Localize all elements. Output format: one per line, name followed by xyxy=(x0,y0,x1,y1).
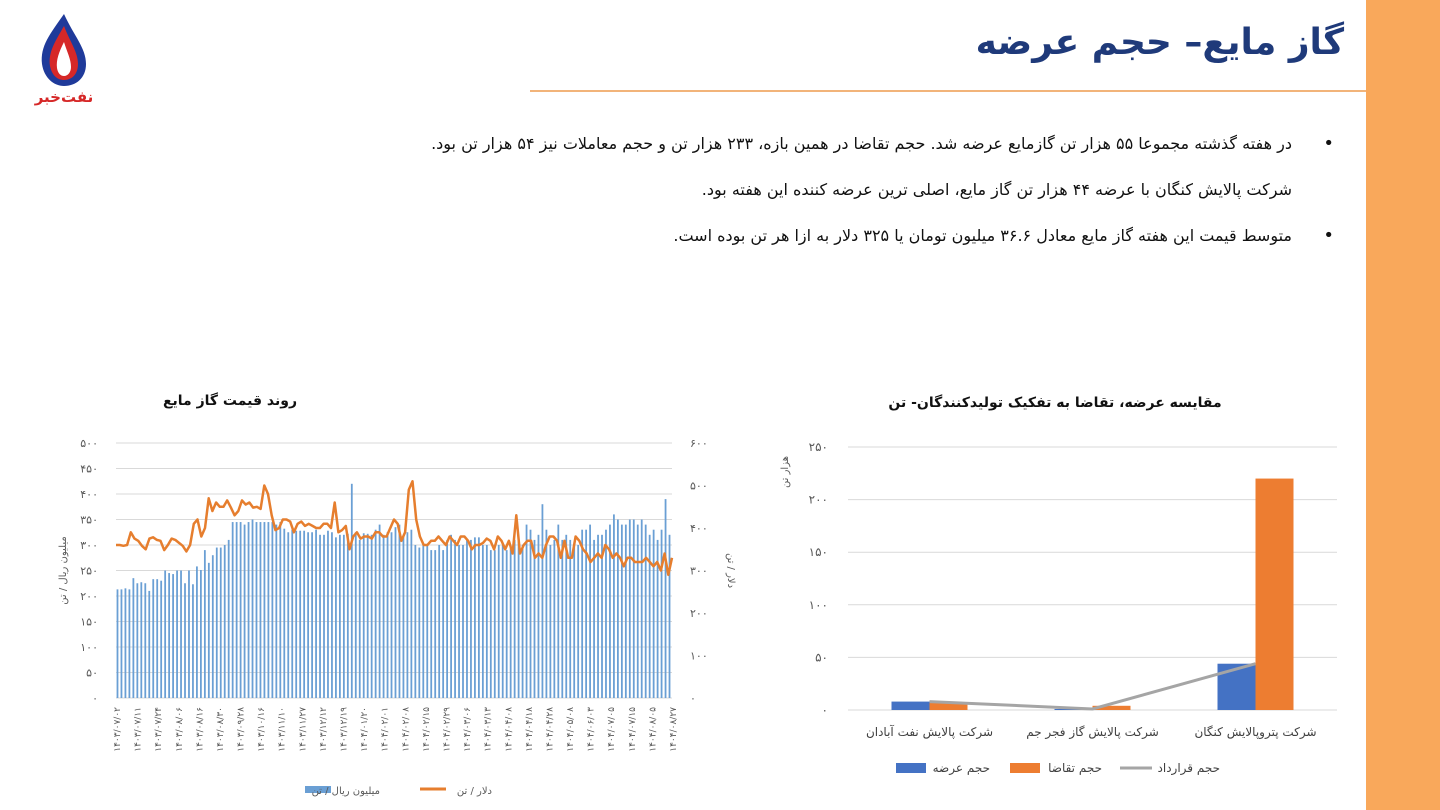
price-bar xyxy=(220,548,222,698)
y-tick-label: ۴۰۰ xyxy=(80,488,98,501)
price-bar xyxy=(275,525,277,698)
price-bar xyxy=(335,537,337,698)
price-bar xyxy=(565,535,567,698)
price-bar xyxy=(526,525,528,698)
supply-bar xyxy=(1218,664,1256,710)
price-bar xyxy=(546,530,548,698)
price-bar xyxy=(510,545,512,698)
y-tick-label: ۱۵۰ xyxy=(80,615,98,629)
price-bar xyxy=(625,525,627,698)
price-bar xyxy=(371,535,373,698)
price-bar xyxy=(148,591,150,698)
price-bar xyxy=(498,545,500,698)
price-bar xyxy=(260,522,262,698)
price-bar xyxy=(403,535,405,698)
price-bar xyxy=(601,535,603,698)
price-bar xyxy=(669,535,671,698)
y2-tick-label: ۵۰۰ xyxy=(690,479,708,493)
x-tick-label: ۱۴۰۴/۰۲/۱۵ xyxy=(421,707,432,752)
price-bar xyxy=(450,535,452,698)
summary-bullets xyxy=(232,128,1334,266)
price-bar xyxy=(184,583,186,698)
y-tick-label: ۲۰۰ xyxy=(80,590,98,603)
price-bar xyxy=(299,531,301,698)
price-bar xyxy=(518,540,520,698)
price-bar xyxy=(224,545,226,698)
price-bar xyxy=(613,514,615,698)
y2-tick-label: ۰ xyxy=(690,692,696,705)
price-bar xyxy=(633,520,635,699)
price-bar xyxy=(252,520,254,699)
price-bar xyxy=(387,532,389,698)
price-bar xyxy=(391,532,393,698)
price-bar xyxy=(176,571,178,699)
legend-label-demand: حجم تقاضا xyxy=(1048,761,1102,775)
x-tick-label: ۱۴۰۳/۰۷/۲۴ xyxy=(154,707,165,752)
price-bar xyxy=(466,540,468,698)
price-bar xyxy=(442,550,444,698)
price-bar xyxy=(347,534,349,698)
contract-line xyxy=(930,664,1256,709)
price-bar xyxy=(395,527,397,698)
price-bar xyxy=(279,522,281,698)
y-tick-label: ۴۵۰ xyxy=(80,462,98,476)
bullet-item xyxy=(232,220,1334,266)
price-bar xyxy=(363,533,365,698)
price-bar xyxy=(502,545,504,698)
y-tick-label: ۰ xyxy=(821,703,828,717)
price-bar xyxy=(311,532,313,698)
y-tick-label: ۳۵۰ xyxy=(80,513,98,527)
x-tick-label: ۱۴۰۳/۱۲/۱۲ xyxy=(318,707,329,752)
x-tick-label: ۱۴۰۴/۰۷/۰۵ xyxy=(607,707,618,752)
x-tick-label: ۱۴۰۴/۰۴/۱۸ xyxy=(524,707,535,752)
price-bar xyxy=(117,589,119,698)
price-bar xyxy=(244,525,246,698)
price-bar xyxy=(343,535,345,698)
price-bar xyxy=(534,540,536,698)
price-bar xyxy=(303,531,305,698)
x-tick-label: ۱۴۰۳/۱۱/۲۷ xyxy=(298,707,309,752)
price-bar xyxy=(438,545,440,698)
price-bar xyxy=(434,550,436,698)
price-bar xyxy=(291,530,293,698)
x-tick-label: ۱۴۰۴/۰۶/۰۳ xyxy=(586,707,597,752)
price-bar xyxy=(581,530,583,698)
price-bar xyxy=(327,531,329,698)
x-tick-label: ۱۴۰۴/۰۱/۲۰ xyxy=(360,707,371,752)
price-bar xyxy=(256,522,258,698)
price-bar xyxy=(200,570,202,698)
price-bar xyxy=(196,566,198,698)
x-tick-label: ۱۴۰۴/۰۲/۰۱ xyxy=(380,707,391,752)
x-tick-label: ۱۴۰۳/۰۸/۳۰ xyxy=(216,707,226,752)
y-tick-label: ۵۰ xyxy=(815,650,828,665)
legend-label-usd: دلار / تن xyxy=(456,786,492,797)
x-tick-label: ۱۴۰۴/۰۳/۱۳ xyxy=(483,707,494,752)
price-bar xyxy=(665,499,667,698)
price-bar xyxy=(446,540,448,698)
price-bar xyxy=(359,540,361,698)
supply-demand-chart xyxy=(760,410,1360,810)
price-bar xyxy=(637,525,639,698)
price-bar xyxy=(188,571,190,699)
price-bar xyxy=(478,537,480,698)
price-bar xyxy=(549,545,551,698)
price-bar xyxy=(323,535,325,698)
price-bar xyxy=(152,579,154,698)
price-bar xyxy=(271,522,273,698)
price-bar xyxy=(399,525,401,698)
price-bar xyxy=(125,588,127,698)
y-tick-label: ۱۵۰ xyxy=(808,545,828,560)
y-tick-label: ۲۵۰ xyxy=(808,440,828,454)
y-tick-label: ۱۰۰ xyxy=(808,597,828,612)
y2-tick-label: ۶۰۰ xyxy=(690,437,708,450)
flame-logo-icon xyxy=(28,12,100,88)
price-bar xyxy=(577,545,579,698)
price-bar xyxy=(418,548,420,698)
x-tick-label: ۱۴۰۳/۰۷/۱۱ xyxy=(133,707,144,752)
price-bar xyxy=(414,545,416,698)
x-tick-label: ۱۴۰۳/۱۰/۱۶ xyxy=(257,707,268,752)
price-bar xyxy=(192,584,194,698)
y2-tick-label: ۴۰۰ xyxy=(690,522,708,535)
price-bar xyxy=(379,525,381,698)
x-tick-label: ۱۴۰۳/۰۸/۰۶ xyxy=(174,707,185,752)
price-bar xyxy=(375,530,377,698)
price-bar xyxy=(212,555,214,698)
title-divider xyxy=(530,90,1366,92)
price-bar xyxy=(430,550,432,698)
bullet-text: در هفته گذشته مجموعا ۵۵ هزار تن گازمایع عرضه شد. حجم تقاضا در همین بازه، ۲۳۳ هزار تن و حجم معاملات نیز ۵۴ هزار تن بود. xyxy=(431,134,1292,153)
price-bar xyxy=(383,535,385,698)
price-bar xyxy=(331,532,333,698)
x-tick-label: ۱۴۰۳/۰۸/۱۶ xyxy=(195,707,206,752)
price-bar xyxy=(339,535,341,698)
bullet-dot: • xyxy=(1323,225,1334,246)
price-bar xyxy=(506,550,508,698)
y2-tick-label: ۲۰۰ xyxy=(690,607,708,620)
price-bar xyxy=(121,589,123,698)
price-bar xyxy=(236,522,238,698)
price-bar xyxy=(180,571,182,699)
price-bar xyxy=(569,540,571,698)
price-bar xyxy=(470,540,472,698)
y-tick-label: ۱۰۰ xyxy=(80,641,98,654)
logo-text: نفت‌خبر xyxy=(34,88,94,106)
price-bar xyxy=(164,571,166,699)
price-bar xyxy=(168,573,170,698)
price-bar xyxy=(641,520,643,699)
price-bar xyxy=(283,529,285,698)
side-accent-band xyxy=(1366,0,1440,810)
price-bar xyxy=(542,504,544,698)
price-trend-chart xyxy=(0,395,736,810)
y-axis-label: میلیون ریال / تن xyxy=(58,536,69,605)
price-bar xyxy=(319,535,321,698)
y-tick-label: ۲۵۰ xyxy=(80,564,98,578)
price-bar xyxy=(530,530,532,698)
price-bar xyxy=(410,530,412,698)
price-bar xyxy=(573,545,575,698)
x-tick-label: ۱۴۰۳/۱۱/۱۰ xyxy=(277,707,288,752)
price-bar xyxy=(160,581,162,698)
price-bar xyxy=(216,548,218,698)
category-label: شرکت پتروپالایش کنگان xyxy=(1194,725,1317,739)
x-tick-label: ۱۴۰۴/۰۷/۱۵ xyxy=(627,707,638,752)
price-bar xyxy=(589,525,591,698)
bullet-text: متوسط قیمت این هفته گاز مایع معادل ۳۶.۶ میلیون تومان یا ۳۲۵ دلار به ازا هر تن بوده است. xyxy=(673,226,1292,245)
price-bar xyxy=(617,520,619,699)
legend-label-contract: حجم قرارداد xyxy=(1157,761,1220,775)
y-axis-label: هزار تن xyxy=(780,456,791,488)
price-bar xyxy=(172,574,174,698)
price-bar xyxy=(486,545,488,698)
price-bar xyxy=(351,484,353,698)
price-bar xyxy=(661,530,663,698)
price-bar xyxy=(653,530,655,698)
price-bar xyxy=(367,534,369,698)
price-bar xyxy=(295,531,297,698)
bullet-dot: • xyxy=(1323,133,1334,154)
bullet-item xyxy=(232,174,1312,220)
price-bar xyxy=(248,522,250,698)
x-tick-label: ۱۴۰۳/۰۹/۲۸ xyxy=(236,707,247,752)
price-bar xyxy=(629,520,631,699)
price-bar xyxy=(287,532,289,698)
supply-chart-title: مقایسه عرضه، تقاضا به تفکیک تولیدکنندگان- تن xyxy=(888,395,1222,411)
y-tick-label: ۵۰ xyxy=(86,666,98,680)
price-bar xyxy=(156,579,158,698)
y-tick-label: ۲۰۰ xyxy=(808,492,828,507)
x-tick-label: ۱۴۰۴/۰۳/۰۶ xyxy=(463,707,474,752)
price-bar xyxy=(132,578,134,698)
price-bar xyxy=(129,589,131,698)
price-bar xyxy=(490,550,492,698)
price-bar xyxy=(593,540,595,698)
price-bar xyxy=(140,582,142,698)
price-bar xyxy=(307,532,309,698)
legend-swatch-supply xyxy=(896,763,926,773)
x-tick-label: ۱۴۰۴/۰۵/۰۸ xyxy=(566,707,576,752)
price-bar xyxy=(144,583,146,698)
y-tick-label: ۰ xyxy=(92,692,98,705)
price-bar xyxy=(228,540,230,698)
price-bar xyxy=(645,525,647,698)
y-tick-label: ۳۰۰ xyxy=(80,539,98,552)
price-bar xyxy=(264,522,266,698)
naftkhabar-logo xyxy=(28,12,100,104)
supply-bar xyxy=(892,702,930,710)
legend-swatch-demand xyxy=(1010,763,1040,773)
bullet-text: شرکت پالایش کنگان با عرضه ۴۴ هزار تن گاز مایع، اصلی ترین عرضه کننده این هفته بود. xyxy=(701,180,1292,199)
price-bar xyxy=(514,540,516,698)
price-bar xyxy=(522,545,524,698)
price-bar xyxy=(458,545,460,698)
x-tick-label: ۱۴۰۴/۰۲/۰۸ xyxy=(401,707,412,752)
price-bar xyxy=(268,522,270,698)
price-bar xyxy=(204,550,206,698)
price-bar xyxy=(482,545,484,698)
price-bar xyxy=(426,545,428,698)
category-label: شرکت پالایش گاز فجر جم xyxy=(1026,725,1159,739)
price-bar xyxy=(208,563,210,698)
x-tick-label: ۱۴۰۴/۰۲/۲۹ xyxy=(442,707,453,752)
bullet-item xyxy=(232,128,1334,174)
price-bar xyxy=(474,537,476,698)
price-bar xyxy=(621,525,623,698)
x-tick-label: ۱۴۰۴/۰۸/۰۵ xyxy=(648,707,659,752)
category-label: شرکت پالایش نفت آبادان xyxy=(865,725,994,739)
y2-tick-label: ۳۰۰ xyxy=(690,564,708,578)
demand-bar xyxy=(1256,479,1294,710)
x-tick-label: ۱۴۰۴/۰۸/۲۷ xyxy=(669,707,679,752)
price-chart-title: روند قیمت گاز مایع xyxy=(162,393,298,409)
price-bar xyxy=(553,540,555,698)
price-bar xyxy=(315,530,317,698)
price-bar xyxy=(240,522,242,698)
x-tick-label: ۱۴۰۳/۰۷/۰۲ xyxy=(113,707,123,752)
y2-axis-label: دلار / تن xyxy=(725,552,736,589)
y2-tick-label: ۱۰۰ xyxy=(690,649,708,663)
legend-label-rial: میلیون ریال / تن xyxy=(311,786,380,797)
x-tick-label: ۱۴۰۴/۰۴/۲۸ xyxy=(545,707,556,752)
price-bar xyxy=(605,530,607,698)
price-bar xyxy=(232,522,234,698)
price-bar xyxy=(407,532,409,698)
legend-label-supply: حجم عرضه xyxy=(932,761,990,775)
price-bar xyxy=(422,545,424,698)
price-bar xyxy=(136,583,138,698)
price-bar xyxy=(597,535,599,698)
price-bar xyxy=(494,550,496,698)
price-bar xyxy=(454,540,456,698)
price-bar xyxy=(355,532,357,698)
x-tick-label: ۱۴۰۳/۱۲/۱۹ xyxy=(339,707,350,752)
page-title: گاز مایع– حجم عرضه xyxy=(975,22,1344,63)
x-tick-label: ۱۴۰۴/۰۴/۰۸ xyxy=(504,707,515,752)
price-bar xyxy=(462,545,464,698)
y-tick-label: ۵۰۰ xyxy=(80,437,98,450)
price-bar xyxy=(538,535,540,698)
usd-price-line xyxy=(116,481,672,575)
price-bar xyxy=(561,540,563,698)
